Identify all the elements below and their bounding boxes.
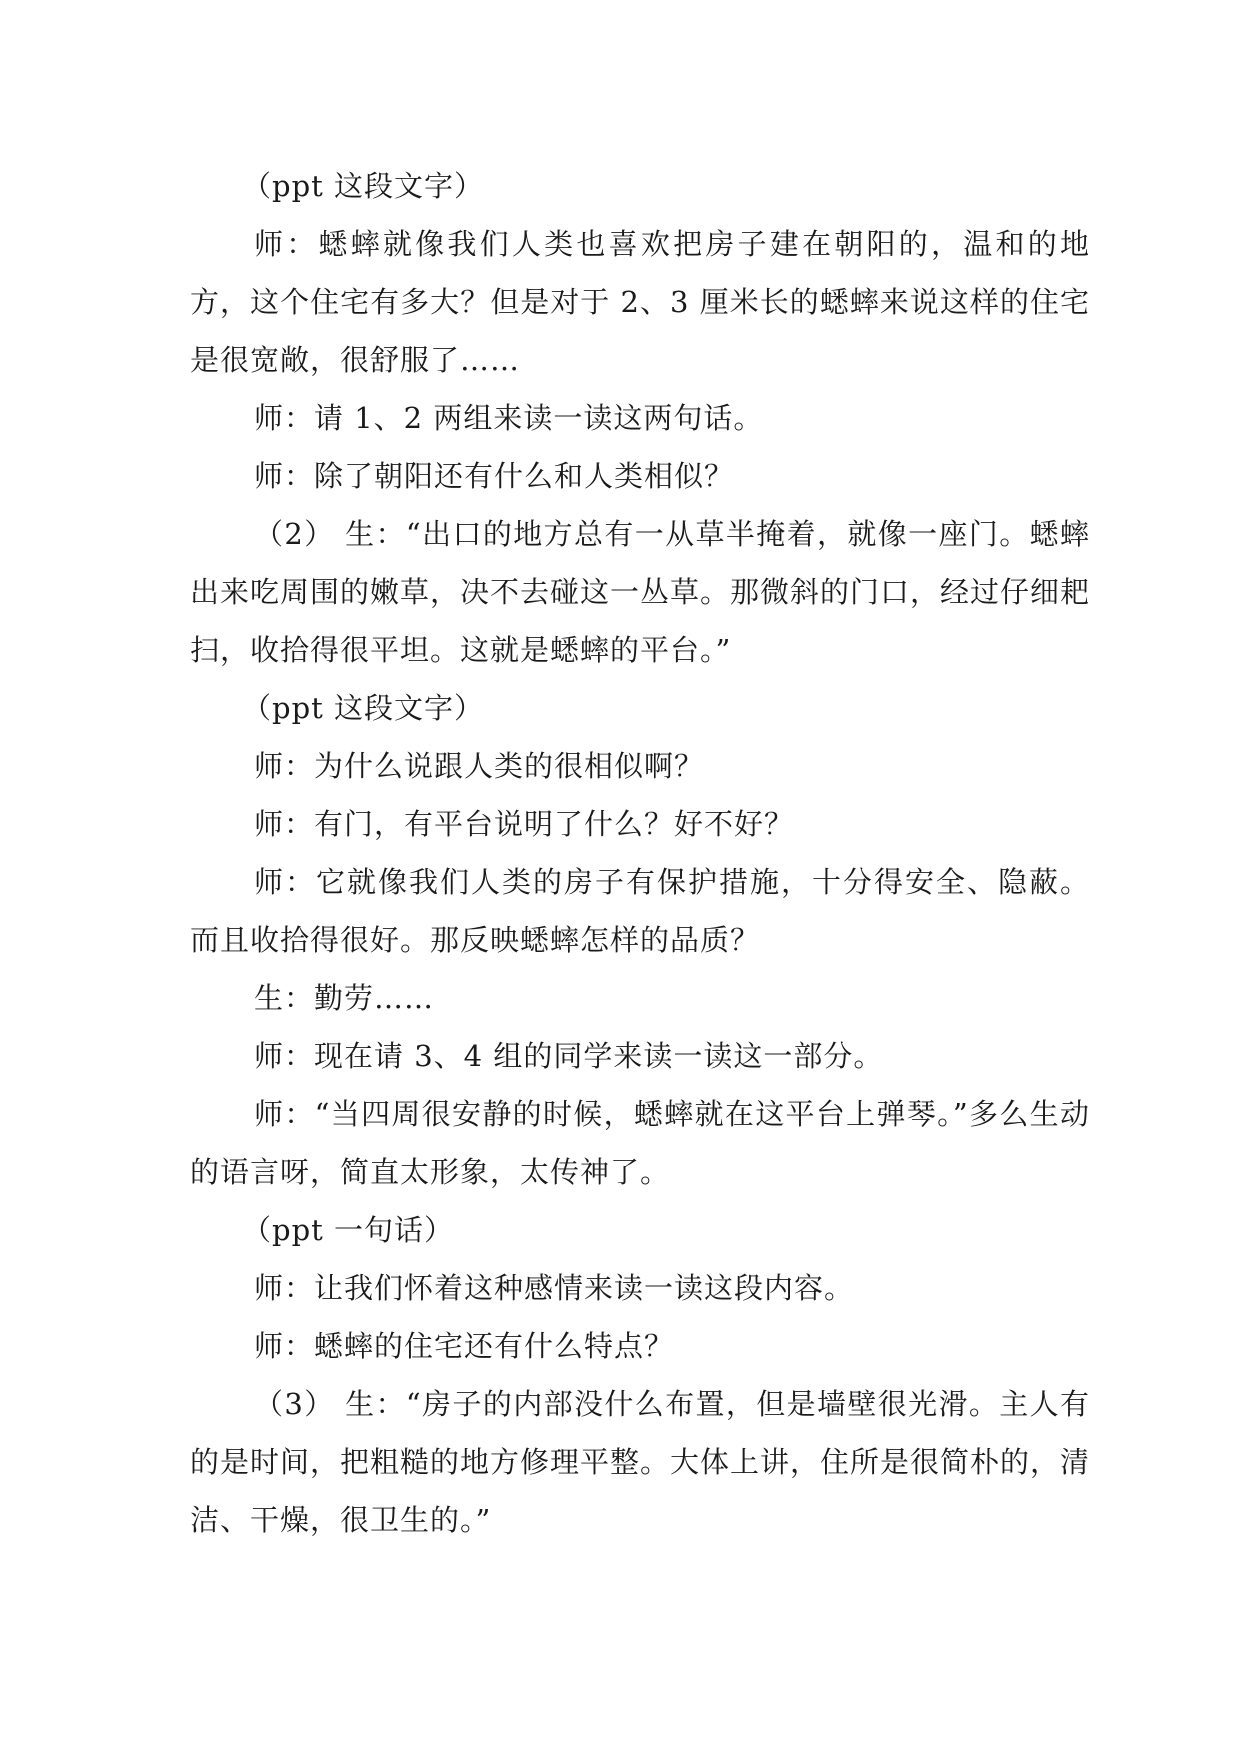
teacher-line: 师：请 1、2 两组来读一读这两句话。 [254,401,764,435]
student-line: （3） 生：“房子的内部没什么布置，但是墙壁很光滑。主人有的是时间，把粗糙的地方修理平整。大体上讲，住所是很简朴的，清洁、干燥，很卫生的。” [190,1387,1091,1537]
teacher-line: 师：“当四周很安静的时候，蟋蟀就在这平台上弹琴。”多么生动的语言呀，简直太形象，太传神了。 [190,1097,1090,1189]
teacher-line: 师：有门，有平台说明了什么？好不好？ [254,807,795,841]
teacher-line: 师：除了朝阳还有什么和人类相似？ [254,459,735,493]
teacher-line: 师：它就像我们人类的房子有保护措施，十分得安全、隐蔽。而且收拾得很好。那反映蟋蟀怎样的品质？ [190,865,1090,957]
document-body [190,157,1090,1549]
stage-direction-ppt: （ppt 这段文字） [242,691,485,725]
teacher-line: 师：为什么说跟人类的很相似啊？ [254,749,705,783]
teacher-line: 师：蟋蟀就像我们人类也喜欢把房子建在朝阳的，温和的地方，这个住宅有多大？但是对于 2、3 厘米长的蟋蟀来说这样的住宅是很宽敞，很舒服了…… [190,227,1090,377]
stage-direction-ppt: （ppt 这段文字） [242,169,485,203]
teacher-line: 师：蟋蟀的住宅还有什么特点？ [254,1329,675,1363]
teacher-line: 师：让我们怀着这种感情来读一读这段内容。 [254,1271,855,1305]
stage-direction-ppt: （ppt 一句话） [242,1213,455,1247]
student-line: 生：勤劳…… [254,981,435,1015]
teacher-line: 师：现在请 3、4 组的同学来读一读这一部分。 [254,1039,884,1073]
student-line: （2） 生：“出口的地方总有一从草半掩着，就像一座门。蟋蟀出来吃周围的嫩草，决不去碰这一丛草。那微斜的门口，经过仔细耙扫，收拾得很平坦。这就是蟋蟀的平台。” [190,517,1091,667]
